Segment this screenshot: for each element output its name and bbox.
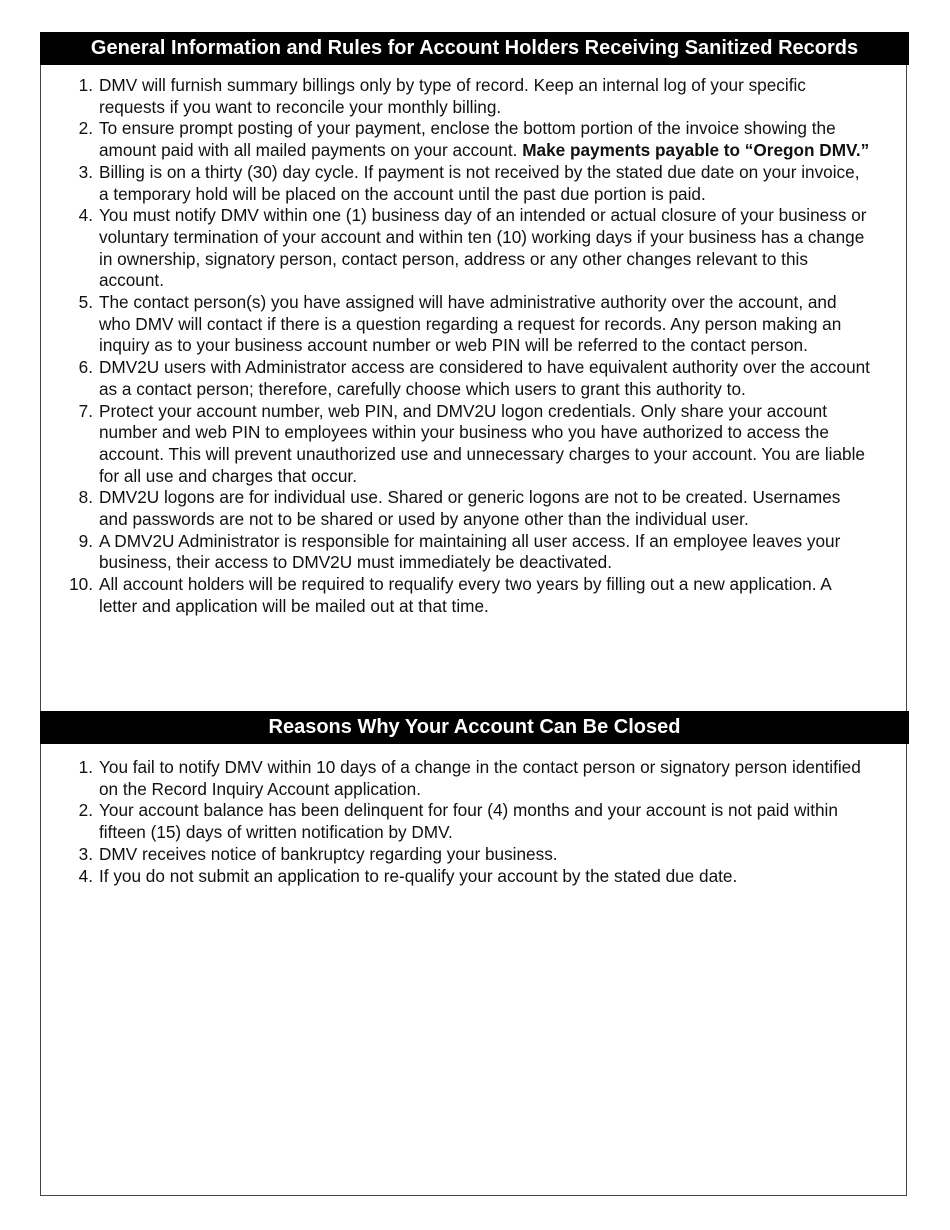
list-item: [40, 205, 870, 292]
item-number: 2.: [78, 800, 93, 821]
list-item: [40, 357, 870, 400]
item-number: 4.: [78, 865, 93, 886]
closure-reasons-list: [40, 757, 870, 887]
list-item: [40, 844, 870, 866]
item-text: DMV2U users with Administrator access are considered to have equivalent authority over the account as a contact person; therefore, carefully choose which users to grant this authority to.: [99, 357, 870, 399]
general-rules-list: [40, 75, 870, 618]
list-item: [40, 401, 870, 488]
list-item: [40, 75, 870, 118]
list-item: [40, 800, 870, 843]
item-text: You must notify DMV within one (1) business day of an intended or actual closure of your business or voluntary termination of your account and within ten (10) working days if your business has a change in ownership, signatory person, contact person, address or any other changes relevant to this account.: [99, 205, 867, 291]
item-number: 9.: [78, 530, 93, 551]
item-bold-text: Make payments payable to “Oregon DMV.”: [522, 140, 870, 161]
item-text: A DMV2U Administrator is responsible for maintaining all user access. If an employee leaves your business, their access to DMV2U must immediately be deactivated.: [99, 530, 841, 573]
list-item: [40, 118, 870, 161]
list-item: [40, 487, 870, 530]
item-number: 5.: [78, 292, 93, 313]
item-text: Billing is on a thirty (30) day cycle. If payment is not received by the stated due date on your invoice, a temporary hold will be placed on the account until the past due portion is paid.: [99, 161, 860, 204]
item-text: Your account balance has been delinquent for four (4) months and your account is not paid within fifteen (15) days of written notification by DMV.: [99, 800, 838, 843]
general-rules-header: General Information and Rules for Account Holders Receiving Sanitized Records: [40, 32, 909, 65]
item-text: DMV will furnish summary billings only by type of record. Keep an internal log of your specific requests if you want to reconcile your monthly billing.: [99, 75, 806, 117]
item-number: 3.: [78, 843, 93, 864]
item-number: 6.: [78, 357, 93, 378]
item-text: To ensure prompt posting of your payment, enclose the bottom portion of the invoice showing the amount paid with all mailed payments on your account.: [99, 118, 836, 161]
list-item: [40, 292, 870, 357]
item-number: 8.: [78, 487, 93, 508]
item-text: If you do not submit an application to re-qualify your account by the stated due date.: [99, 865, 738, 886]
item-text: DMV receives notice of bankruptcy regarding your business.: [99, 843, 558, 864]
item-number: 1.: [78, 757, 93, 777]
list-item: [40, 866, 870, 888]
item-number: 3.: [78, 161, 93, 182]
list-item: [40, 757, 870, 800]
list-item: [40, 574, 870, 617]
closure-reasons-header: Reasons Why Your Account Can Be Closed: [40, 711, 909, 744]
item-number: 7.: [78, 400, 93, 421]
item-text: Protect your account number, web PIN, and DMV2U logon credentials. Only share your account number and web PIN to employees within your business who you have authorized to access the account. This will prevent unauthorized use and unnecessary charges to your account. You are liable for all use and charges that occur.: [99, 400, 865, 486]
item-text: The contact person(s) you have assigned will have administrative authority over the account, and who DMV will contact if there is a question regarding a request for records. Any person making an inquiry as to your business account number or web PIN will be referred to the contact person.: [99, 292, 842, 356]
item-number: 2.: [78, 118, 93, 139]
item-number: 4.: [78, 205, 93, 226]
item-text: DMV2U logons are for individual use. Shared or generic logons are not to be created. Usernames and passwords are not to be shared or used by anyone other than the individual user.: [99, 487, 841, 530]
item-number: 10.: [69, 574, 93, 595]
item-text: You fail to notify DMV within 10 days of a change in the contact person or signatory person identified on the Record Inquiry Account application.: [99, 757, 861, 799]
list-item: [40, 531, 870, 574]
item-number: 1.: [78, 75, 93, 95]
list-item: [40, 162, 870, 205]
item-text: All account holders will be required to requalify every two years by filling out a new application. A letter and application will be mailed out at that time.: [99, 574, 831, 616]
